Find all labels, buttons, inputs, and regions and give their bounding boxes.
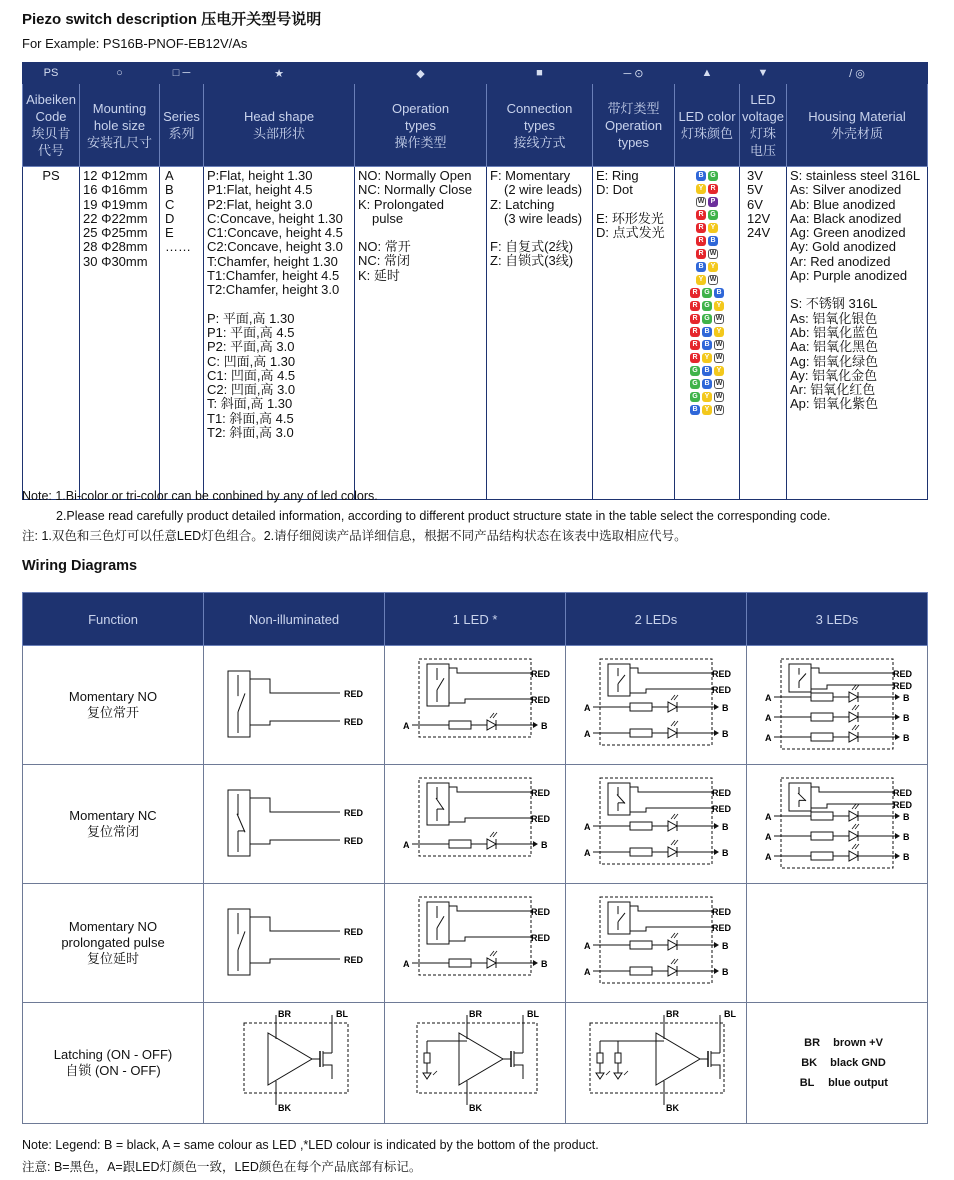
led-chip: W bbox=[715, 315, 723, 322]
spec-header-2: Series 系列 bbox=[160, 84, 204, 167]
housing_cn-line: S: 不锈钢 316L bbox=[790, 296, 878, 312]
voltage-line: 5V bbox=[747, 182, 763, 198]
head_en-line: C:Concave, height 1.30 bbox=[207, 210, 343, 226]
led-chip: P bbox=[708, 197, 718, 207]
led-combo bbox=[696, 210, 718, 220]
wiring-title: Wiring Diagrams bbox=[22, 558, 138, 574]
led-combo bbox=[696, 197, 718, 207]
svg-text:A: A bbox=[765, 712, 772, 723]
led-chip: Y bbox=[702, 353, 712, 363]
led-chip: G bbox=[702, 288, 712, 298]
svg-text:A: A bbox=[765, 831, 772, 842]
svg-text:B: B bbox=[541, 720, 548, 731]
led-chip: Y bbox=[696, 184, 706, 194]
housing_cn-line: Aa: 铝氧化黑色 bbox=[790, 339, 879, 355]
svg-text:RED: RED bbox=[712, 668, 732, 679]
housing_en-line: Ab: Blue anodized bbox=[790, 196, 896, 212]
wiring-table bbox=[22, 592, 928, 1124]
svg-text:B: B bbox=[541, 958, 548, 969]
led-combo bbox=[696, 236, 718, 246]
diagram-no-2led bbox=[566, 646, 747, 765]
led-chip: Y bbox=[714, 366, 724, 376]
led-chip: R bbox=[690, 288, 700, 298]
led-chip: R bbox=[690, 327, 700, 337]
led-chip: W bbox=[697, 198, 705, 205]
svg-text:RED: RED bbox=[712, 787, 732, 798]
svg-text:A: A bbox=[584, 966, 591, 977]
led-chip: Y bbox=[696, 275, 706, 285]
connection_en-line: (3 wire leads) bbox=[504, 210, 583, 226]
led-chip: W bbox=[709, 276, 717, 283]
voltage-line: 24V bbox=[747, 225, 771, 241]
led-chip: R bbox=[690, 340, 700, 350]
head_cn-line: C2: 凹面,高 3.0 bbox=[207, 382, 296, 398]
diagram-latch-2led bbox=[566, 1003, 747, 1124]
svg-text:RED: RED bbox=[344, 835, 364, 846]
led-chip: B bbox=[696, 171, 706, 181]
symbol-7: ▲ bbox=[675, 63, 740, 84]
svg-text:B: B bbox=[722, 821, 729, 832]
svg-text:BK: BK bbox=[278, 1102, 291, 1113]
led-chip: Y bbox=[714, 301, 724, 311]
head_en-line: T:Chamfer, height 1.30 bbox=[207, 253, 338, 269]
svg-text:BR: BR bbox=[278, 1008, 291, 1019]
housing_cn-line: Ar: 铝氧化红色 bbox=[790, 382, 876, 398]
connection_en-line: F: Momentary bbox=[490, 168, 571, 183]
led-combo bbox=[690, 288, 724, 298]
spec-header-9: Housing Material 外壳材质 bbox=[787, 84, 928, 167]
housing_cn-line: As: 铝氧化银色 bbox=[790, 310, 878, 326]
mounting-line: 28 Φ28mm bbox=[83, 239, 148, 255]
led-chip: R bbox=[696, 236, 706, 246]
diagram-no-1led bbox=[385, 646, 566, 765]
mounting-line: 25 Φ25mm bbox=[83, 225, 148, 241]
voltage-line: 3V bbox=[747, 168, 763, 183]
voltage-line: 6V bbox=[747, 196, 763, 212]
svg-text:A: A bbox=[403, 839, 410, 850]
head_cn-line: P1: 平面,高 4.5 bbox=[207, 324, 295, 340]
svg-text:RED: RED bbox=[531, 787, 551, 798]
led-combo bbox=[690, 340, 724, 350]
header-row bbox=[23, 84, 928, 167]
svg-text:RED: RED bbox=[531, 694, 551, 705]
diagram-k-1led bbox=[385, 884, 566, 1003]
svg-text:A: A bbox=[584, 821, 591, 832]
svg-text:BK: BK bbox=[469, 1102, 482, 1113]
svg-text:RED: RED bbox=[893, 799, 913, 810]
housing_en-line: Ar: Red anodized bbox=[790, 253, 891, 269]
led-combo bbox=[696, 184, 718, 194]
diagram-no-3led bbox=[747, 646, 928, 765]
housing_cn-line: Ag: 铝氧化绿色 bbox=[790, 353, 879, 369]
led-chip: W bbox=[715, 354, 723, 361]
head-shape-cell bbox=[204, 167, 355, 500]
led-combo bbox=[696, 223, 718, 233]
head_cn-line: C1: 凹面,高 4.5 bbox=[207, 367, 296, 383]
head_cn-line: P2: 平面,高 3.0 bbox=[207, 339, 295, 355]
mounting-line: 22 Φ22mm bbox=[83, 210, 148, 226]
housing_en-line: S: stainless steel 316L bbox=[790, 168, 921, 183]
spec-header-0: Aibeiken Code 埃贝肯 代号 bbox=[23, 84, 80, 167]
mounting-cell bbox=[80, 167, 160, 500]
housing_en-line: As: Silver anodized bbox=[790, 182, 902, 198]
svg-text:RED: RED bbox=[893, 787, 913, 798]
diagram-nc-0led bbox=[204, 765, 385, 884]
led-chip: R bbox=[708, 184, 718, 194]
svg-text:B: B bbox=[903, 851, 910, 862]
head_cn-line: T: 斜面,高 1.30 bbox=[207, 396, 293, 412]
led-combo bbox=[690, 301, 724, 311]
note-line-1: Note: 1.Bi-color or tri-color can be conbined by any of led colors. bbox=[22, 489, 378, 503]
page-title: Piezo switch description 压电开关型号说明 bbox=[22, 11, 322, 28]
led-chip: W bbox=[715, 406, 723, 413]
function-prolongated: Momentary NO prolongated pulse 复位延时 bbox=[23, 884, 204, 1003]
footer-line-2: 注意: B=黑色，A=跟LED灯颜色一致，LED颜色在每个产品底部有标记。 bbox=[22, 1160, 422, 1174]
diagram-k-empty bbox=[747, 884, 928, 1003]
operation_cn-line: NC: 常闭 bbox=[358, 253, 411, 269]
svg-text:RED: RED bbox=[531, 932, 551, 943]
svg-text:A: A bbox=[584, 847, 591, 858]
svg-text:A: A bbox=[765, 732, 772, 743]
housing_cn-line: Ap: 铝氧化紫色 bbox=[790, 396, 879, 412]
diagram-k-0led bbox=[204, 884, 385, 1003]
operation_cn-line: K: 延时 bbox=[358, 267, 400, 283]
symbol-6: ─ ⊙ bbox=[593, 63, 675, 84]
head_en-line: T1:Chamfer, height 4.5 bbox=[207, 268, 340, 284]
housing_cn-line: Ay: 铝氧化金色 bbox=[790, 367, 878, 383]
mounting-line: 12 Φ12mm bbox=[83, 168, 148, 183]
led-chip: Y bbox=[708, 262, 718, 272]
spec-header-1: Mounting hole size 安装孔尺寸 bbox=[80, 84, 160, 167]
led-chip: R bbox=[696, 223, 706, 233]
led-chip: G bbox=[690, 379, 700, 389]
led-chip: W bbox=[715, 393, 723, 400]
operation_en-line: NO: Normally Open bbox=[358, 168, 472, 183]
spec-header-5: Connection types 接线方式 bbox=[487, 84, 593, 167]
diagram-nc-1led bbox=[385, 765, 566, 884]
svg-text:B: B bbox=[722, 940, 729, 951]
connection_cn-line: Z: 自锁式(3线) bbox=[490, 253, 574, 269]
series-line: B bbox=[165, 182, 174, 198]
svg-text:B: B bbox=[903, 811, 910, 822]
light_cn-line: D: 点式发光 bbox=[596, 224, 665, 240]
operation_en-line: pulse bbox=[372, 210, 404, 226]
led-chip: B bbox=[714, 288, 724, 298]
symbol-3: ★ bbox=[204, 63, 355, 84]
head_en-line: C1:Concave, height 4.5 bbox=[207, 225, 343, 241]
mounting-line: 16 Φ16mm bbox=[83, 182, 148, 198]
series-line: D bbox=[165, 210, 175, 226]
diagram-latch-0led bbox=[204, 1003, 385, 1124]
operation_en-line: NC: Normally Close bbox=[358, 182, 473, 198]
symbol-row bbox=[23, 63, 928, 84]
led-chip: R bbox=[696, 249, 706, 259]
led-combo bbox=[690, 366, 724, 376]
note-line-2: 2.Please read carefully product detailed information, according to different product structure state in the table select the corresponding code. bbox=[56, 509, 831, 523]
mounting-line: 19 Φ19mm bbox=[83, 196, 148, 212]
connection_cn-line: F: 自复式(2线) bbox=[490, 239, 574, 255]
svg-text:A: A bbox=[403, 720, 410, 731]
led-chip: G bbox=[702, 314, 712, 324]
light_en-line: D: Dot bbox=[596, 182, 633, 198]
led-combo bbox=[696, 171, 718, 181]
led-chip: R bbox=[690, 353, 700, 363]
led-chip: G bbox=[708, 210, 718, 220]
svg-text:B: B bbox=[722, 847, 729, 858]
operation_cn-line: NO: 常开 bbox=[358, 239, 411, 255]
mounting-line: 30 Φ30mm bbox=[83, 253, 148, 269]
svg-text:A: A bbox=[584, 940, 591, 951]
diagram-latch-1led bbox=[385, 1003, 566, 1124]
wire-color-legend: BR brown +V BK black GND BL blue output bbox=[747, 1003, 928, 1124]
led-chip: W bbox=[709, 250, 717, 257]
led-combo bbox=[696, 275, 718, 285]
operation-cell bbox=[355, 167, 487, 500]
spec-header-6: 带灯类型 Operation types bbox=[593, 84, 675, 167]
wiring-header-non-illuminated: Non-illuminated bbox=[204, 593, 385, 646]
spec-header-7: LED color 灯珠颜色 bbox=[675, 84, 740, 167]
svg-text:RED: RED bbox=[531, 813, 551, 824]
svg-text:B: B bbox=[903, 712, 910, 723]
led-chip: W bbox=[715, 380, 723, 387]
led-chip: B bbox=[702, 340, 712, 350]
led-chip: Y bbox=[714, 327, 724, 337]
led-chip: G bbox=[690, 366, 700, 376]
led-chip: R bbox=[696, 210, 706, 220]
diagram-nc-3led bbox=[747, 765, 928, 884]
led-chip: G bbox=[702, 301, 712, 311]
voltage-line: 12V bbox=[747, 210, 771, 226]
spec-header-8: LED voltage 灯珠 电压 bbox=[740, 84, 787, 167]
series-line: C bbox=[165, 196, 175, 212]
led-color-cell bbox=[675, 167, 740, 500]
led-chip: G bbox=[708, 171, 718, 181]
connection_en-line: Z: Latching bbox=[490, 196, 555, 212]
wiring-header-3leds: 3 LEDs bbox=[747, 593, 928, 646]
operation_en-line: K: Prolongated bbox=[358, 196, 445, 212]
svg-text:BL: BL bbox=[336, 1008, 348, 1019]
head_cn-line: T2: 斜面,高 3.0 bbox=[207, 425, 294, 441]
series-line: …… bbox=[165, 239, 191, 255]
svg-text:RED: RED bbox=[893, 680, 913, 691]
connection-cell bbox=[487, 167, 593, 500]
series-cell bbox=[160, 167, 204, 500]
led-combo bbox=[696, 262, 718, 272]
example-code: For Example: PS16B-PNOF-EB12V/As bbox=[22, 36, 248, 51]
head_en-line: P:Flat, height 1.30 bbox=[207, 168, 313, 183]
function-momentary-nc: Momentary NC 复位常闭 bbox=[23, 765, 204, 884]
spec-header-3: Head shape 头部形状 bbox=[204, 84, 355, 167]
voltage-cell bbox=[740, 167, 787, 500]
svg-text:RED: RED bbox=[712, 906, 732, 917]
svg-text:RED: RED bbox=[344, 716, 364, 727]
diagram-k-2led bbox=[566, 884, 747, 1003]
svg-text:BL: BL bbox=[724, 1008, 736, 1019]
svg-text:A: A bbox=[765, 692, 772, 703]
svg-text:A: A bbox=[584, 728, 591, 739]
led-chip: B bbox=[690, 405, 700, 415]
led-chip: G bbox=[690, 392, 700, 402]
symbol-9: / ◎ bbox=[787, 63, 928, 84]
head_cn-line: T1: 斜面,高 4.5 bbox=[207, 410, 294, 426]
series-line: A bbox=[165, 168, 174, 183]
svg-text:BK: BK bbox=[666, 1102, 679, 1113]
footer-line-1: Note: Legend: B = black, A = same colour as LED ,*LED colour is indicated by the bottom of the product. bbox=[22, 1138, 599, 1152]
symbol-0: PS bbox=[23, 63, 80, 84]
svg-text:B: B bbox=[903, 692, 910, 703]
head_en-line: T2:Chamfer, height 3.0 bbox=[207, 282, 340, 298]
diagram-no-0led bbox=[204, 646, 385, 765]
head_en-line: C2:Concave, height 3.0 bbox=[207, 239, 343, 255]
led-chip: Y bbox=[702, 405, 712, 415]
footer-notes bbox=[22, 1134, 599, 1178]
light_cn-line: E: 环形发光 bbox=[596, 210, 664, 226]
svg-text:B: B bbox=[722, 728, 729, 739]
housing_en-line: Ay: Gold anodized bbox=[790, 239, 896, 255]
svg-text:RED: RED bbox=[712, 684, 732, 695]
svg-text:RED: RED bbox=[712, 803, 732, 814]
wiring-header-2leds: 2 LEDs bbox=[566, 593, 747, 646]
connection_en-line: (2 wire leads) bbox=[504, 182, 583, 198]
led-combo bbox=[690, 405, 724, 415]
housing-cell bbox=[787, 167, 928, 500]
led-chip: R bbox=[690, 301, 700, 311]
svg-text:RED: RED bbox=[344, 688, 364, 699]
symbol-1: ○ bbox=[80, 63, 160, 84]
light-type-cell bbox=[593, 167, 675, 500]
function-momentary-no: Momentary NO 复位常开 bbox=[23, 646, 204, 765]
led-chip: B bbox=[708, 236, 718, 246]
code-cell bbox=[23, 167, 80, 500]
led-chip: R bbox=[690, 314, 700, 324]
diagram-nc-2led bbox=[566, 765, 747, 884]
wiring-header-function: Function bbox=[23, 593, 204, 646]
svg-text:A: A bbox=[765, 851, 772, 862]
led-combo bbox=[690, 314, 724, 324]
spec-table bbox=[22, 62, 928, 500]
led-chip: B bbox=[702, 327, 712, 337]
led-combo bbox=[690, 353, 724, 363]
note-line-3: 注: 1.双色和三色灯可以任意LED灯色组合。2.请仔细阅读产品详细信息，根据不同产品结构状态在该表中选取相应代号。 bbox=[22, 529, 687, 543]
led-chip: W bbox=[715, 341, 723, 348]
svg-text:B: B bbox=[722, 702, 729, 713]
symbol-4: ◆ bbox=[355, 63, 487, 84]
svg-text:RED: RED bbox=[344, 807, 364, 818]
notes bbox=[22, 486, 831, 546]
svg-text:RED: RED bbox=[893, 668, 913, 679]
svg-text:BL: BL bbox=[527, 1008, 539, 1019]
svg-text:RED: RED bbox=[344, 926, 364, 937]
symbol-8: ▼ bbox=[740, 63, 787, 84]
svg-text:A: A bbox=[765, 811, 772, 822]
symbol-2: □ ─ bbox=[160, 63, 204, 84]
led-chip: B bbox=[696, 262, 706, 272]
svg-text:BR: BR bbox=[469, 1008, 482, 1019]
spec-header-4: Operation types 操作类型 bbox=[355, 84, 487, 167]
housing_en-line: Aa: Black anodized bbox=[790, 210, 902, 226]
led-combo bbox=[690, 379, 724, 389]
svg-text:B: B bbox=[722, 966, 729, 977]
series-line: E bbox=[165, 225, 174, 241]
housing_en-line: Ap: Purple anodized bbox=[790, 268, 908, 284]
led-combo bbox=[690, 392, 724, 402]
svg-text:RED: RED bbox=[531, 906, 551, 917]
led-combo bbox=[690, 327, 724, 337]
symbol-5: ■ bbox=[487, 63, 593, 84]
svg-text:A: A bbox=[584, 702, 591, 713]
light_en-line: E: Ring bbox=[596, 168, 639, 183]
head_en-line: P1:Flat, height 4.5 bbox=[207, 182, 313, 198]
function-latching: Latching (ON - OFF) 自锁 (ON - OFF) bbox=[23, 1003, 204, 1124]
head_cn-line: C: 凹面,高 1.30 bbox=[207, 353, 296, 369]
housing_cn-line: Ab: 铝氧化蓝色 bbox=[790, 324, 879, 340]
code-value: PS bbox=[42, 168, 60, 183]
svg-text:RED: RED bbox=[531, 668, 551, 679]
led-chip: Y bbox=[702, 392, 712, 402]
svg-text:BR: BR bbox=[666, 1008, 679, 1019]
svg-text:B: B bbox=[541, 839, 548, 850]
led-chip: Y bbox=[708, 223, 718, 233]
svg-text:B: B bbox=[903, 831, 910, 842]
head_en-line: P2:Flat, height 3.0 bbox=[207, 196, 313, 212]
led-chip: B bbox=[702, 379, 712, 389]
wiring-header-1led: 1 LED * bbox=[385, 593, 566, 646]
svg-text:RED: RED bbox=[344, 954, 364, 965]
svg-text:B: B bbox=[903, 732, 910, 743]
led-combo bbox=[696, 249, 718, 259]
svg-text:A: A bbox=[403, 958, 410, 969]
led-chip: B bbox=[702, 366, 712, 376]
head_cn-line: P: 平面,高 1.30 bbox=[207, 310, 295, 326]
housing_en-line: Ag: Green anodized bbox=[790, 225, 906, 241]
svg-text:RED: RED bbox=[712, 922, 732, 933]
